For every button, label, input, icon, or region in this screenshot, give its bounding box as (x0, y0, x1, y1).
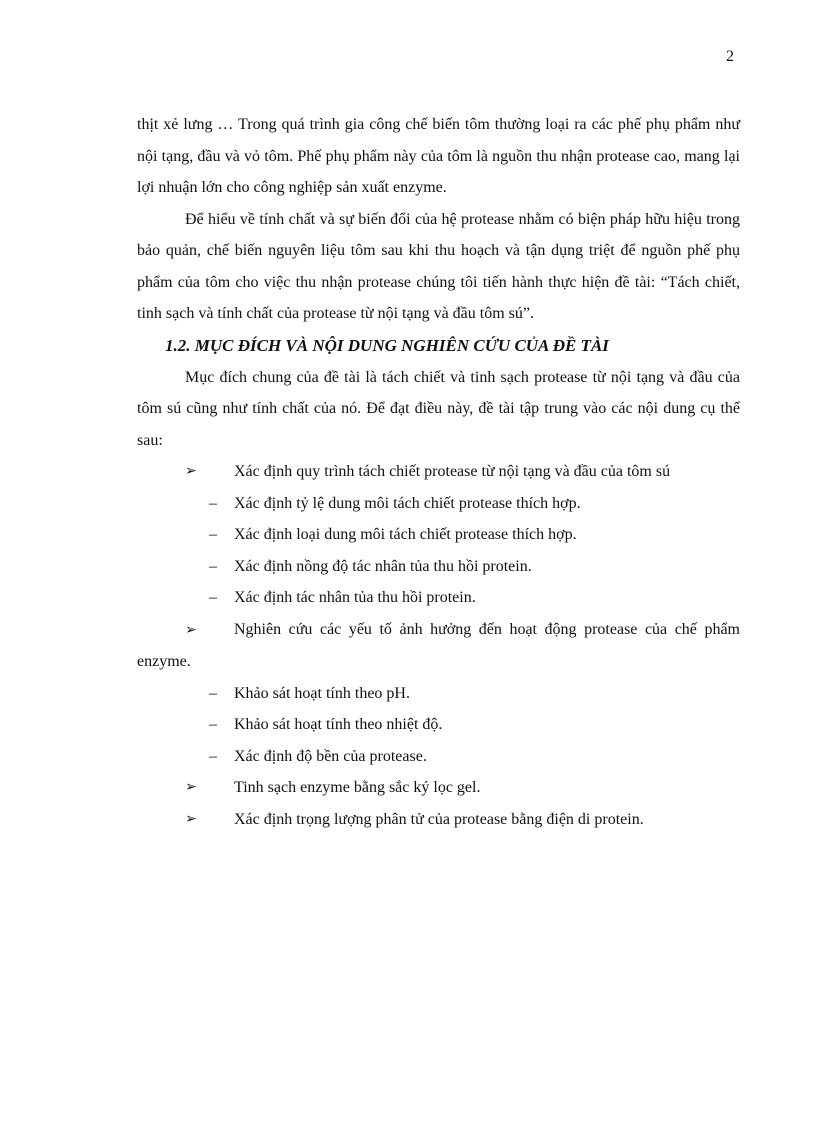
paragraph-objective: Mục đích chung của đề tài là tách chiết và tinh sạch protease từ nội tạng và đầu của tôm sú cũng như tính chất của nó. Để đạt điều này, đề tài tập trung vào các nội dung cụ thể sau: (137, 368, 740, 449)
sub-list-item-text: Xác định loại dung môi tách chiết protease thích hợp. (234, 526, 577, 543)
dash-bullet-icon: – (209, 557, 217, 575)
sub-list-item (209, 519, 740, 551)
sub-list-item-text: Xác định nồng độ tác nhân tủa thu hồi protein. (234, 557, 532, 575)
page-number: 2 (726, 48, 734, 65)
list-item (185, 772, 740, 804)
sub-list-item (209, 488, 740, 520)
list-item-text: Tinh sạch enzyme bằng sắc ký lọc gel. (234, 779, 481, 796)
sub-list-item-text: Khảo sát hoạt tính theo pH. (234, 684, 410, 702)
dash-bullet-icon: – (209, 747, 217, 765)
arrow-bullet-icon: ➢ (185, 780, 197, 795)
list-item (185, 804, 740, 836)
sub-list-item-text: Xác định tác nhân tủa thu hồi protein. (234, 589, 476, 606)
sub-list-item-text: Xác định tỷ lệ dung môi tách chiết protease thích hợp. (234, 494, 581, 512)
sub-list-item (209, 582, 740, 614)
dash-bullet-icon: – (209, 589, 217, 606)
list-item (137, 614, 740, 678)
arrow-bullet-icon: ➢ (185, 464, 197, 479)
dash-bullet-icon: – (209, 526, 217, 543)
sub-list-item (209, 678, 740, 710)
document-body (137, 109, 740, 835)
dash-bullet-icon: – (209, 494, 217, 512)
list-item-text: Xác định trọng lượng phân tử của protease bằng điện di protein. (234, 810, 644, 828)
sub-list-item (209, 741, 740, 773)
sub-list-item (209, 551, 740, 583)
list-item-text: Xác định quy trình tách chiết protease từ nội tạng và đầu của tôm sú (234, 463, 671, 480)
paragraph-purpose: Để hiểu về tính chất và sự biến đổi của hệ protease nhằm có biện pháp hữu hiệu trong bảo quản, chế biến nguyên liệu tôm sau khi thu hoạch và tận dụng triệt để nguồn phế phụ phẩm của tôm cho việc thu nhận protease chúng tôi tiến hành thực hiện đề tài: “Tách chiết, tinh sạch và tính chất của protease từ nội tạng và đầu tôm sú”. (137, 210, 740, 322)
paragraph-intro: thịt xẻ lưng … Trong quá trình gia công chế biến tôm thường loại ra các phế phụ phẩm như nội tạng, đầu và vỏ tôm. Phế phụ phẩm này của tôm là nguồn thu nhận protease cao, mang lại lợi nhuận lớn cho công nghiệp sản xuất enzyme. (137, 116, 740, 196)
arrow-bullet-icon: ➢ (185, 811, 197, 827)
dash-bullet-icon: – (209, 684, 217, 702)
dash-bullet-icon: – (209, 716, 217, 733)
sub-list-item (209, 709, 740, 741)
section-heading: 1.2. MỤC ĐÍCH VÀ NỘI DUNG NGHIÊN CỨU CỦA ĐỀ TÀI (165, 335, 609, 355)
sub-list-item-text: Khảo sát hoạt tính theo nhiệt độ. (234, 716, 443, 733)
list-item-text: Nghiên cứu các yếu tố ảnh hưởng đến hoạt động protease của chế phẩm enzyme. (137, 620, 740, 670)
list-item (185, 456, 740, 488)
arrow-bullet-icon: ➢ (185, 622, 197, 638)
sub-list-item-text: Xác định độ bền của protease. (234, 747, 427, 765)
